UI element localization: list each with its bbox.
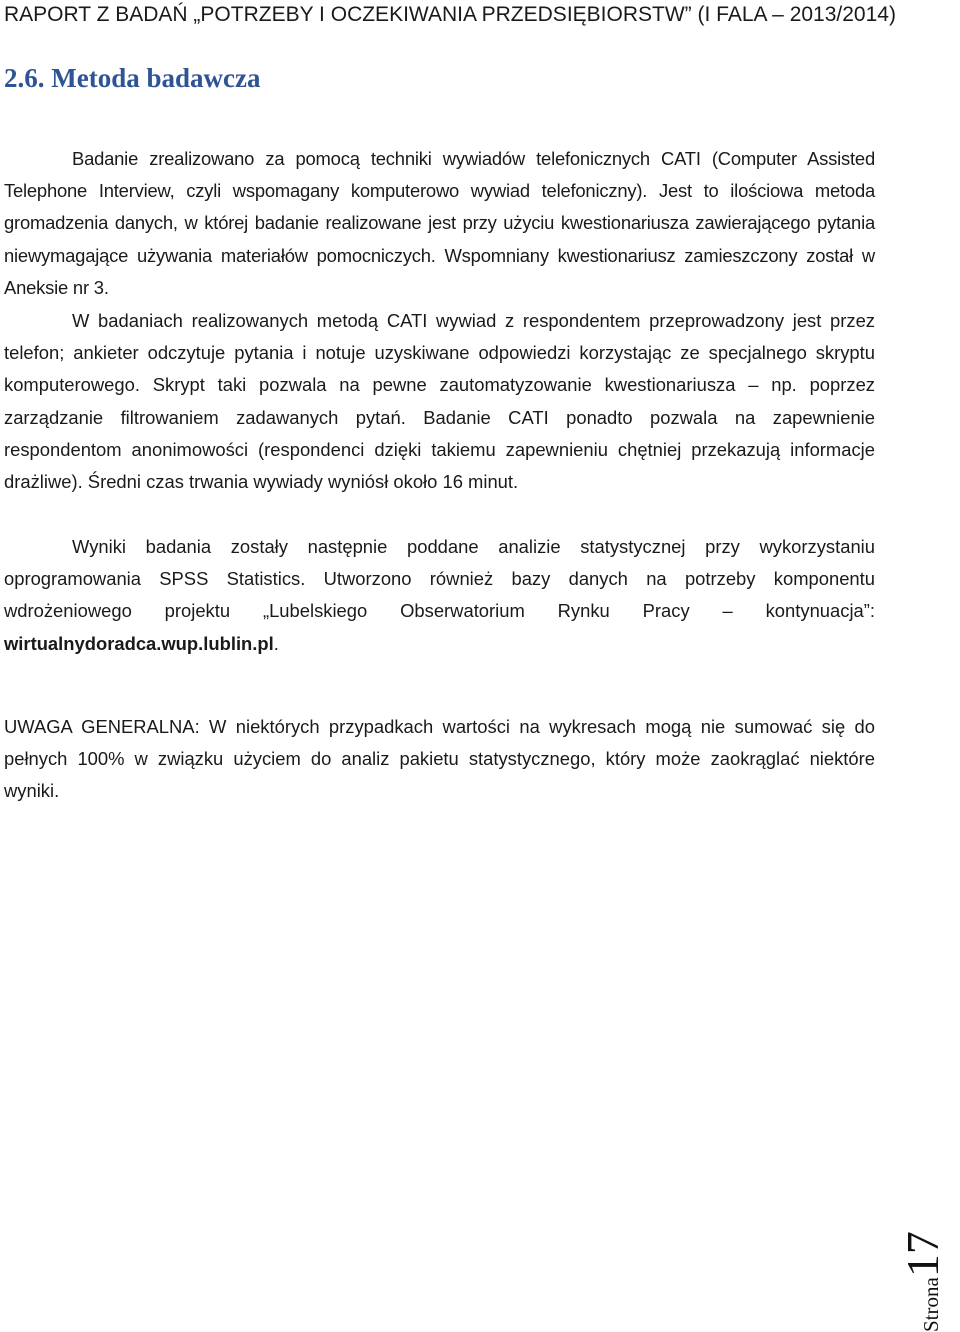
website-link[interactable]: wirtualnydoradca.wup.lublin.pl	[4, 632, 274, 654]
page-number-value: 17	[897, 1231, 948, 1278]
paragraph-method-description	[4, 143, 875, 304]
running-header-title: RAPORT Z BADAŃ „POTRZEBY I OCZEKIWANIA PRZEDSIĘBIORSTW” (I FALA – 2013/2014)	[4, 3, 896, 26]
page-number-label: Strona	[919, 1277, 943, 1332]
running-header	[4, 2, 904, 28]
section-heading	[4, 62, 260, 94]
paragraph-analysis	[4, 531, 875, 660]
paragraph-text: W badaniach realizowanych metodą CATI wywiad z respondentem przeprowadzony jest przez telefon; ankieter odczytuje pytania i notuje uzyskiwane odpowiedzi korzystając ze specjalnego skryptu komputerowego. Skrypt taki pozwala na pewne zautomatyzowanie kwestionariusza – np. poprzez zarządzanie filtrowaniem zadawanych pytań. Badanie CATI ponadto pozwala na zapewnienie respondentom anonimowości (respondenci dzięki takiemu zapewnieniu chętniej przekazują informacje drażliwe). Średni czas trwania wywiady wyniósł około 16 minut.	[4, 310, 875, 493]
general-note-text: UWAGA GENERALNA: W niektórych przypadkach wartości na wykresach mogą nie sumować się do pełnych 100% w związku użyciem do analiz pakietu statystycznego, który może zaokrąglać niektóre wyniki.	[4, 716, 875, 802]
page-number	[896, 1204, 960, 1332]
section-heading-text: 2.6. Metoda badawcza	[4, 63, 261, 93]
paragraph-end: .	[273, 632, 279, 654]
paragraph-text: Badanie zrealizowano za pomocą techniki wywiadów telefonicznych CATI (Computer Assisted Telephone Interview, czyli wspomagany komputerowo wywiad telefoniczny). Jest to ilościowa metoda gromadzenia danych, w której badanie realizowane jest przy użyciu kwestionariusza zawierającego pytania niewymagające używania materiałów pomocniczych. Wspomniany kwestionariusz zamieszczony został w Aneksie nr 3.	[4, 148, 875, 298]
general-note	[4, 711, 875, 808]
paragraph-text: Wyniki badania zostały następnie poddane analizie statystycznej przy wykorzystaniu oprogramowania SPSS Statistics. Utworzono również bazy danych na potrzeby komponentu wdrożeniowego projektu „Lubelskiego Obserwatorium Rynku Pracy – kontynuacja”:	[4, 536, 875, 622]
paragraph-cati-details	[4, 305, 875, 498]
paragraph-container	[4, 531, 875, 660]
